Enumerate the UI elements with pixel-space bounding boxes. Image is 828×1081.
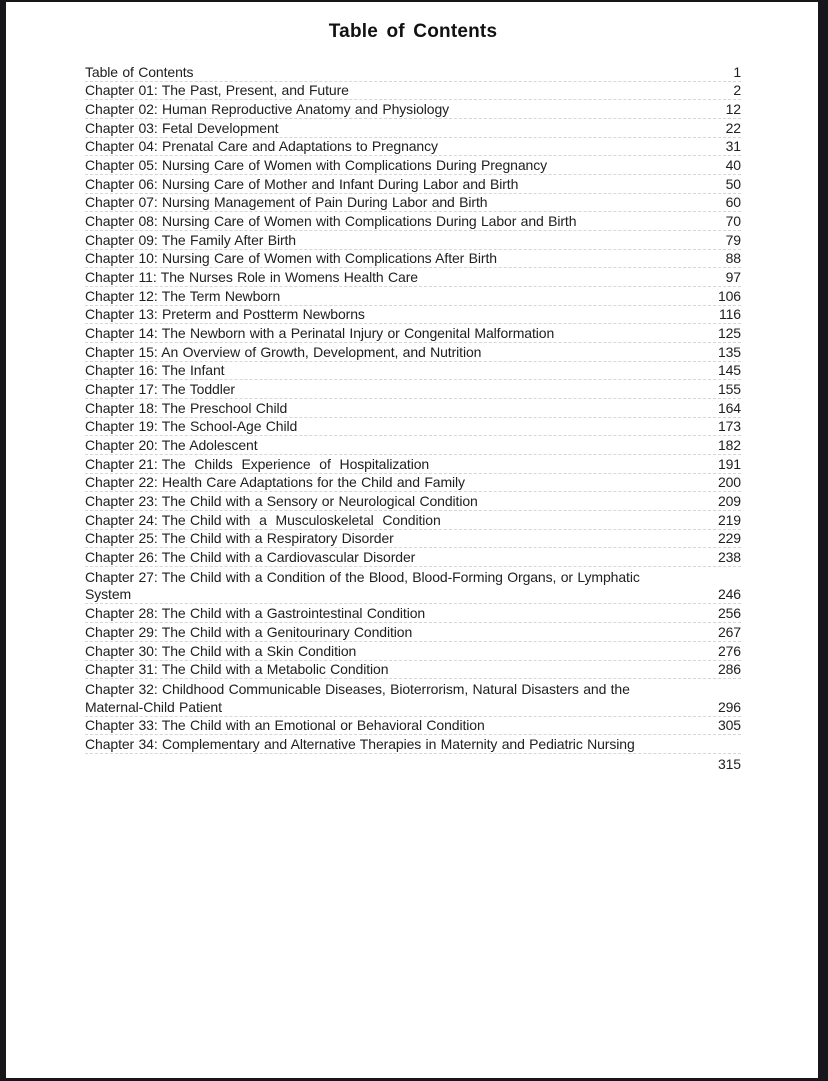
toc-row [85,82,741,101]
toc-row [85,343,741,362]
toc-entry-page: 164 [717,399,741,416]
toc-row [85,436,741,455]
toc-entry-page: 40 [725,157,741,174]
toc-row [85,735,741,754]
toc-row [85,754,741,773]
toc-row [85,418,741,437]
toc-entry-title: Chapter 14: The Newborn with a Perinatal Injury or Congenital Malformation [85,325,555,342]
toc-entry-page: 267 [717,623,741,640]
toc-entry-title: Chapter 05: Nursing Care of Women with Complications During Pregnancy [85,157,548,174]
toc-row [85,679,741,698]
toc-row [85,287,741,306]
toc-row [85,474,741,493]
toc-row [85,100,741,119]
toc-entry-page: 155 [717,381,741,398]
toc-row [85,604,741,623]
toc-row [85,698,741,717]
toc-entry-page: 145 [717,362,741,379]
toc-entry-title: Chapter 07: Nursing Management of Pain During Labor and Birth [85,194,488,211]
toc-entry-title: Maternal-Child Patient [85,698,222,715]
toc-entry-title: Chapter 04: Prenatal Care and Adaptations to Pregnancy [85,138,438,155]
toc-entry-page: 315 [717,755,741,772]
toc-entry-page: 1 [733,63,741,80]
toc-entry-page: 12 [725,101,741,118]
toc-entry-page: 246 [717,586,741,603]
toc-list [85,63,741,773]
toc-entry-title: Chapter 24: The Child with a Musculoskeletal Condition [85,511,441,528]
document-page [6,2,818,1078]
toc-entry-page: 60 [725,194,741,211]
toc-entry-page: 256 [717,605,741,622]
toc-entry-page: 70 [725,213,741,230]
toc-row [85,530,741,549]
toc-entry-page: 276 [717,642,741,659]
toc-entry-page: 116 [718,306,741,323]
toc-entry-title: Chapter 26: The Child with a Cardiovascular Disorder [85,549,416,566]
toc-entry-title: System [85,586,132,603]
toc-row [85,661,741,680]
toc-entry-title: Chapter 21: The Childs Experience of Hospitalization [85,455,430,472]
toc-entry-page: 182 [717,437,741,454]
toc-entry-title: Chapter 30: The Child with a Skin Condition [85,642,357,659]
toc-entry-title: Chapter 22: Health Care Adaptations for the Child and Family [85,474,465,491]
toc-row [85,119,741,138]
toc-entry-title: Chapter 02: Human Reproductive Anatomy and Physiology [85,101,450,118]
toc-entry-page: 305 [717,717,741,734]
toc-row [85,380,741,399]
toc-row [85,455,741,474]
toc-entry-page: 209 [717,493,741,510]
toc-entry-page: 106 [717,287,741,304]
toc-entry-title: Chapter 28: The Child with a Gastrointestinal Condition [85,605,426,622]
toc-row [85,642,741,661]
toc-entry-title: Chapter 33: The Child with an Emotional or Behavioral Condition [85,717,485,734]
toc-entry-page: 191 [717,455,741,472]
toc-entry-title: Chapter 17: The Toddler [85,381,235,398]
toc-row [85,63,741,82]
toc-entry-title: Chapter 19: The School-Age Child [85,418,298,435]
toc-row [85,362,741,381]
toc-entry-page: 2 [733,82,741,99]
toc-row [85,511,741,530]
toc-row [85,138,741,157]
toc-entry-title: Chapter 27: The Child with a Condition of the Blood, Blood-Forming Organs, or Lymphatic [85,568,640,585]
toc-entry-title: Chapter 20: The Adolescent [85,437,258,454]
toc-row [85,268,741,287]
toc-row [85,717,741,736]
toc-entry-title: Chapter 08: Nursing Care of Women with Complications During Labor and Birth [85,213,577,230]
toc-entry-page: 296 [717,698,741,715]
toc-entry-title: Table of Contents [85,63,194,80]
toc-row [85,548,741,567]
toc-entry-title: Chapter 16: The Infant [85,362,225,379]
toc-entry-page: 219 [717,511,741,528]
toc-entry-title: Chapter 06: Nursing Care of Mother and Infant During Labor and Birth [85,175,519,192]
toc-entry-page: 286 [717,661,741,678]
toc-entry-page: 200 [717,474,741,491]
toc-row [85,567,741,586]
toc-entry-title: Chapter 13: Preterm and Postterm Newborns [85,306,365,323]
toc-entry-page: 97 [725,269,741,286]
toc-entry-page: 238 [717,549,741,566]
page-content [6,2,818,773]
toc-entry-title: Chapter 15: An Overview of Growth, Development, and Nutrition [85,343,482,360]
toc-row [85,306,741,325]
toc-entry-title: Chapter 32: Childhood Communicable Diseases, Bioterrorism, Natural Disasters and the [85,680,630,697]
page-title: Table of Contents [328,21,498,42]
toc-entry-title: Chapter 10: Nursing Care of Women with Complications After Birth [85,250,497,267]
toc-entry-page: 88 [725,250,741,267]
toc-entry-page: 22 [725,119,741,136]
toc-entry-page: 31 [725,138,741,155]
toc-entry-title: Chapter 11: The Nurses Role in Womens Health Care [85,269,418,286]
toc-entry-page: 79 [725,231,741,248]
toc-row [85,586,741,605]
toc-row [85,156,741,175]
toc-row [85,175,741,194]
toc-entry-title: Chapter 18: The Preschool Child [85,399,288,416]
toc-row [85,231,741,250]
toc-row [85,194,741,213]
toc-row [85,324,741,343]
toc-entry-page: 135 [717,343,741,360]
toc-entry-title: Chapter 12: The Term Newborn [85,287,281,304]
toc-row [85,250,741,269]
toc-entry-page: 125 [717,325,741,342]
toc-entry-page: 229 [717,530,741,547]
toc-entry-title: Chapter 34: Complementary and Alternative Therapies in Maternity and Pediatric Nursing [85,735,635,752]
toc-entry-title: Chapter 31: The Child with a Metabolic Condition [85,661,389,678]
toc-row [85,492,741,511]
toc-entry-title: Chapter 29: The Child with a Genitourinary Condition [85,623,413,640]
toc-row [85,623,741,642]
toc-row [85,399,741,418]
toc-row [85,212,741,231]
toc-entry-page: 50 [725,175,741,192]
toc-entry-page: 173 [717,418,741,435]
toc-entry-title: Chapter 25: The Child with a Respiratory Disorder [85,530,394,547]
toc-entry-title: Chapter 03: Fetal Development [85,119,279,136]
toc-entry-title: Chapter 09: The Family After Birth [85,231,296,248]
toc-entry-title: Chapter 01: The Past, Present, and Future [85,82,349,99]
toc-entry-title: Chapter 23: The Child with a Sensory or Neurological Condition [85,493,478,510]
